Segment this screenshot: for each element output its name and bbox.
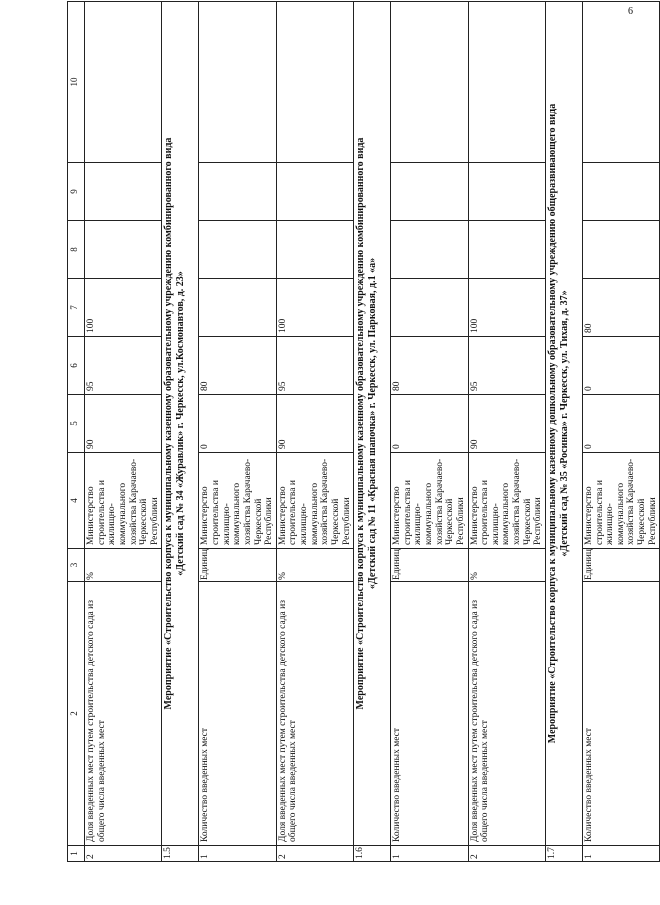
- value-col-5: 0: [391, 395, 468, 453]
- table-row: [582, 2, 659, 862]
- header-cell: 4: [68, 453, 85, 549]
- header-cell: 8: [68, 221, 85, 279]
- section-title-line1: Мероприятие «Строительство корпуса к муниципальному казенному дошкольному образовательному учреждению общеразвивающего вида: [546, 103, 558, 744]
- table-row: [391, 2, 468, 862]
- row-index: 2: [276, 846, 353, 862]
- value-col-8: [468, 221, 545, 279]
- value-col-5: 0: [582, 395, 659, 453]
- value-col-5: 90: [276, 395, 353, 453]
- table-row: [276, 2, 353, 862]
- row-index: 2: [85, 846, 162, 862]
- table-row: [85, 2, 162, 862]
- value-col-7: 80: [582, 279, 659, 337]
- value-col-9: [391, 163, 468, 221]
- header-cell: 1: [68, 846, 85, 862]
- value-col-10: [468, 2, 545, 163]
- section-number: 1.5: [162, 846, 199, 862]
- table-wrapper: [67, 2, 658, 862]
- section-title-row: [545, 2, 582, 862]
- value-col-7: 100: [276, 279, 353, 337]
- section-title-line1: Мероприятие «Строительство корпуса к муниципальному казенному образовательному учреждению комбинированного вида: [163, 137, 175, 710]
- value-col-10: [391, 2, 468, 163]
- section-title: [545, 2, 582, 846]
- indicator-name: Доля введенных мест путем строительства детского сада из общего числа введенных мест: [468, 582, 545, 846]
- header-row: [68, 2, 85, 862]
- value-col-9: [276, 163, 353, 221]
- indicator-name: Доля введенных мест путем строительства детского сада из общего числа введенных мест: [85, 582, 162, 846]
- value-col-5: 90: [85, 395, 162, 453]
- row-index: 2: [468, 846, 545, 862]
- value-col-5: 0: [199, 395, 276, 453]
- value-col-6: 95: [468, 337, 545, 395]
- indicator-name: Доля введенных мест путем строительства детского сада из общего числа введенных мест: [276, 582, 353, 846]
- responsible-body: Министерство строительства и жилищно-коммунального хозяйства Карачаево-Черкесской Республики: [468, 453, 545, 549]
- responsible-body: Министерство строительства и жилищно-коммунального хозяйства Карачаево-Черкесской Республики: [391, 453, 468, 549]
- section-title-line1: Мероприятие «Строительство корпуса к муниципальному казенному образовательному учреждению комбинированного вида: [355, 137, 367, 710]
- unit: %: [468, 549, 545, 582]
- section-title-line2: «Детский сад № 11 «Красная шапочка» г. Черкесск, ул. Парковая, д.1 «а»: [367, 257, 379, 590]
- section-title-row: [162, 2, 199, 862]
- header-cell: 2: [68, 582, 85, 846]
- value-col-6: 95: [276, 337, 353, 395]
- value-col-8: [582, 221, 659, 279]
- unit: Единиц: [582, 549, 659, 582]
- responsible-body: Министерство строительства и жилищно-коммунального хозяйства Карачаево-Черкесской Республики: [276, 453, 353, 549]
- page-number: 6: [628, 6, 633, 17]
- section-title: [354, 2, 391, 846]
- value-col-5: 90: [468, 395, 545, 453]
- unit: Единиц: [199, 549, 276, 582]
- header-cell: 6: [68, 337, 85, 395]
- value-col-6: 80: [391, 337, 468, 395]
- value-col-6: 80: [199, 337, 276, 395]
- responsible-body: Министерство строительства и жилищно-коммунального хозяйства Карачаево-Черкесской Республики: [85, 453, 162, 549]
- header-cell: 5: [68, 395, 85, 453]
- row-index: 1: [391, 846, 468, 862]
- value-col-10: [85, 2, 162, 163]
- value-col-9: [85, 163, 162, 221]
- value-col-7: 100: [85, 279, 162, 337]
- responsible-body: Министерство строительства и жилищно-коммунального хозяйства Карачаево-Черкесской Республики: [582, 453, 659, 549]
- value-col-10: [582, 2, 659, 163]
- indicators-table: [67, 1, 660, 862]
- value-col-8: [276, 221, 353, 279]
- header-cell: 3: [68, 549, 85, 582]
- value-col-7: [391, 279, 468, 337]
- indicator-name: Количество введенных мест: [199, 582, 276, 846]
- value-col-8: [391, 221, 468, 279]
- header-cell: 9: [68, 163, 85, 221]
- row-index: 1: [199, 846, 276, 862]
- responsible-body: Министерство строительства и жилищно-коммунального хозяйства Карачаево-Черкесской Республики: [199, 453, 276, 549]
- unit: %: [85, 549, 162, 582]
- section-title-row: [354, 2, 391, 862]
- header-cell: 10: [68, 2, 85, 163]
- section-number: 1.6: [354, 846, 391, 862]
- section-title-line2: «Детский сад № 34 «Журавлик» г. Черкесск, ул.Космонавтов, д. 23»: [175, 271, 187, 576]
- section-number: 1.7: [545, 846, 582, 862]
- section-title: [162, 2, 199, 846]
- value-col-9: [468, 163, 545, 221]
- value-col-7: 100: [468, 279, 545, 337]
- unit: %: [276, 549, 353, 582]
- header-cell: 7: [68, 279, 85, 337]
- value-col-6: 95: [85, 337, 162, 395]
- table-row: [468, 2, 545, 862]
- indicator-name: Количество введенных мест: [391, 582, 468, 846]
- value-col-9: [199, 163, 276, 221]
- value-col-8: [85, 221, 162, 279]
- value-col-8: [199, 221, 276, 279]
- indicator-name: Количество введенных мест: [582, 582, 659, 846]
- value-col-6: 0: [582, 337, 659, 395]
- table-row: [199, 2, 276, 862]
- section-title-line2: «Детский сад № 35 «Росинка» г. Черкесск, ул. Тихая, д. 37»: [558, 290, 570, 557]
- value-col-7: [199, 279, 276, 337]
- table-body: [68, 2, 660, 862]
- unit: Единиц: [391, 549, 468, 582]
- value-col-9: [582, 163, 659, 221]
- row-index: 1: [582, 846, 659, 862]
- value-col-10: [199, 2, 276, 163]
- rotated-page: [67, 2, 658, 862]
- value-col-10: [276, 2, 353, 163]
